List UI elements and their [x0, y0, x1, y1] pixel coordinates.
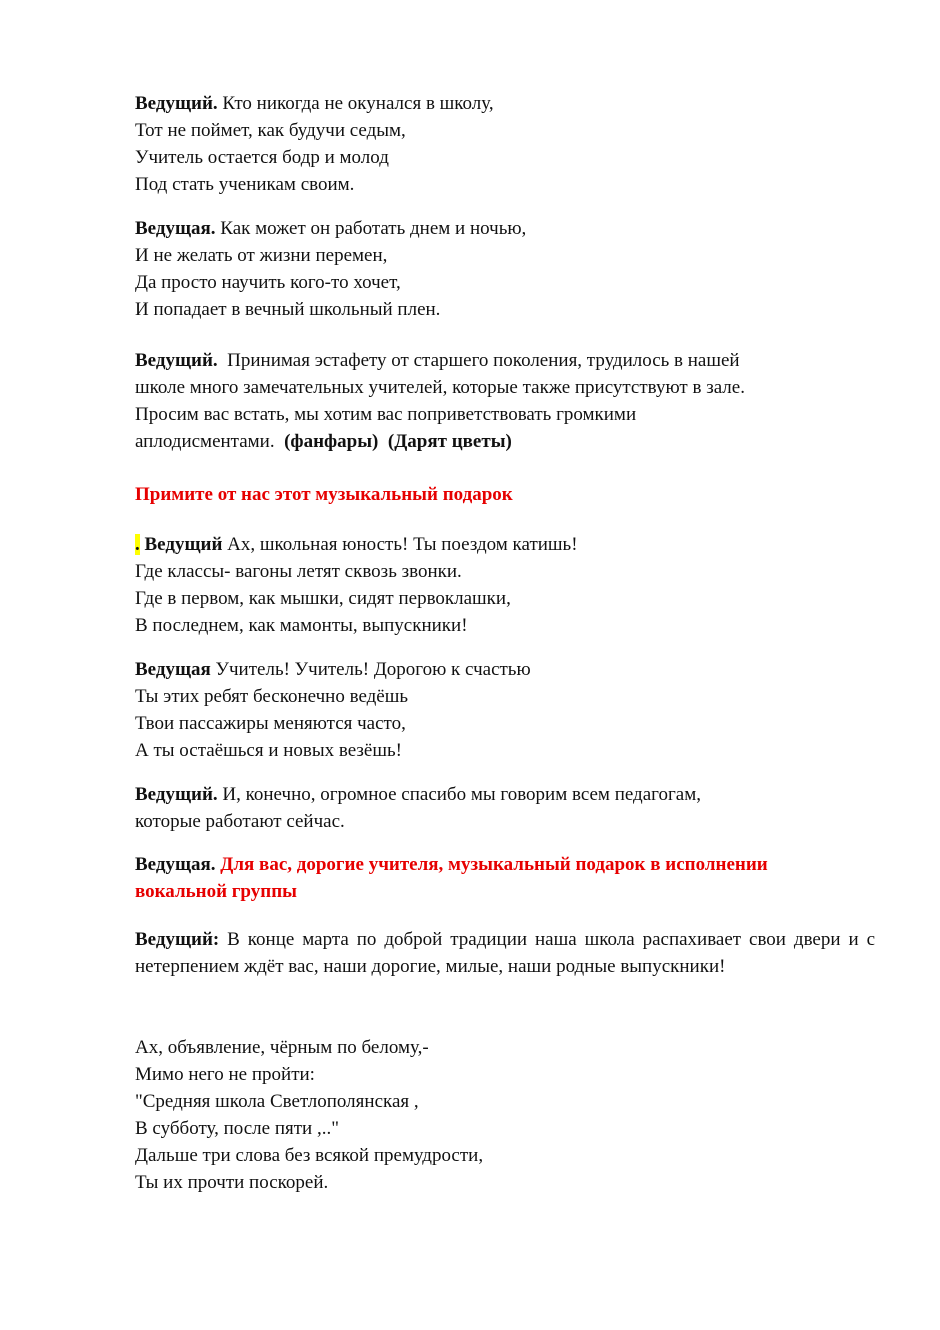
line: В последнем, как мамонты, выпускники!: [135, 615, 468, 636]
speaker-label: Ведущий:: [135, 929, 220, 950]
speaker-label: Ведущий.: [135, 784, 218, 805]
line: Ты этих ребят бесконечно ведёшь: [135, 686, 409, 707]
line-text: Ах, школьная юность! Ты поездом катишь!: [227, 534, 578, 555]
line: [135, 531, 875, 558]
line: И попадает в вечный школьный плен.: [135, 299, 441, 320]
line: Мимо него не пройти:: [135, 1064, 315, 1085]
speaker-label: Ведущий.: [135, 350, 218, 371]
poem: [135, 1034, 875, 1196]
line: Где в первом, как мышки, сидят первоклашки,: [135, 588, 511, 609]
line: Просим вас встать, мы хотим вас поприветствовать громкими: [135, 404, 637, 425]
line: Ты их прочти поскорей.: [135, 1172, 329, 1193]
line: школе много замечательных учителей, которые также присутствуют в зале.: [135, 377, 745, 398]
stanza-7: [135, 851, 875, 905]
line: вокальной группы: [135, 881, 297, 902]
line-text: Для вас, дорогие учителя, музыкальный подарок в исполнении: [220, 854, 768, 875]
speaker-label: Ведущая.: [135, 218, 216, 239]
stanza-8: [135, 926, 875, 980]
stage-direction: (Дарят цветы): [387, 431, 512, 452]
line: Тот не поймет, как будучи седым,: [135, 120, 406, 141]
section-heading: [135, 481, 875, 508]
highlight-mark: .: [135, 534, 140, 555]
line: [135, 215, 875, 242]
line: которые работают сейчас.: [135, 811, 345, 832]
line: Дальше три слова без всякой премудрости,: [135, 1145, 484, 1166]
line: Ах, объявление, чёрным по белому,-: [135, 1037, 429, 1058]
speaker-label: Ведущий: [144, 534, 223, 555]
stanza-1: [135, 90, 875, 198]
speaker-label: Ведущая.: [135, 854, 216, 875]
line: Под стать ученикам своим.: [135, 174, 355, 195]
paragraph-text: В конце марта по доброй традиции наша школа распахивает свои двери и с нетерпением ждёт вас, наши дорогие, милые, наши родные выпускники!: [135, 929, 876, 977]
line-text: аплодисментами.: [135, 431, 275, 452]
stanza-2: [135, 215, 875, 323]
stanza-3: [135, 347, 875, 455]
line: А ты остаёшься и новых везёшь!: [135, 740, 402, 761]
line: Где классы- вагоны летят сквозь звонки.: [135, 561, 462, 582]
speaker-label: Ведущий.: [135, 93, 218, 114]
stanza-4: [135, 531, 875, 639]
line-text: Учитель! Учитель! Дорогою к счастью: [215, 659, 531, 680]
line: В субботу, после пяти ,..": [135, 1118, 339, 1139]
line: И не желать от жизни перемен,: [135, 245, 388, 266]
speaker-label: Ведущая: [135, 659, 211, 680]
stanza-6: [135, 781, 875, 835]
line: [135, 851, 875, 878]
line: Твои пассажиры меняются часто,: [135, 713, 406, 734]
line: "Средняя школа Светлополянская ,: [135, 1091, 419, 1112]
line-text: Принимая эстафету от старшего поколения, трудилось в нашей: [227, 350, 740, 371]
line-text: Как может он работать днем и ночью,: [220, 218, 527, 239]
heading-text: Примите от нас этот музыкальный подарок: [135, 484, 513, 505]
line-text: Кто никогда не окунался в школу,: [222, 93, 494, 114]
line: [135, 781, 875, 808]
line: [135, 428, 875, 455]
line: [135, 656, 875, 683]
line: Учитель остается бодр и молод: [135, 147, 389, 168]
line: [135, 347, 875, 374]
line: Да просто научить кого-то хочет,: [135, 272, 401, 293]
line-text: И, конечно, огромное спасибо мы говорим всем педагогам,: [222, 784, 701, 805]
line: [135, 90, 875, 117]
paragraph: [135, 926, 875, 980]
stage-direction: (фанфары): [284, 431, 379, 452]
stanza-5: [135, 656, 875, 764]
